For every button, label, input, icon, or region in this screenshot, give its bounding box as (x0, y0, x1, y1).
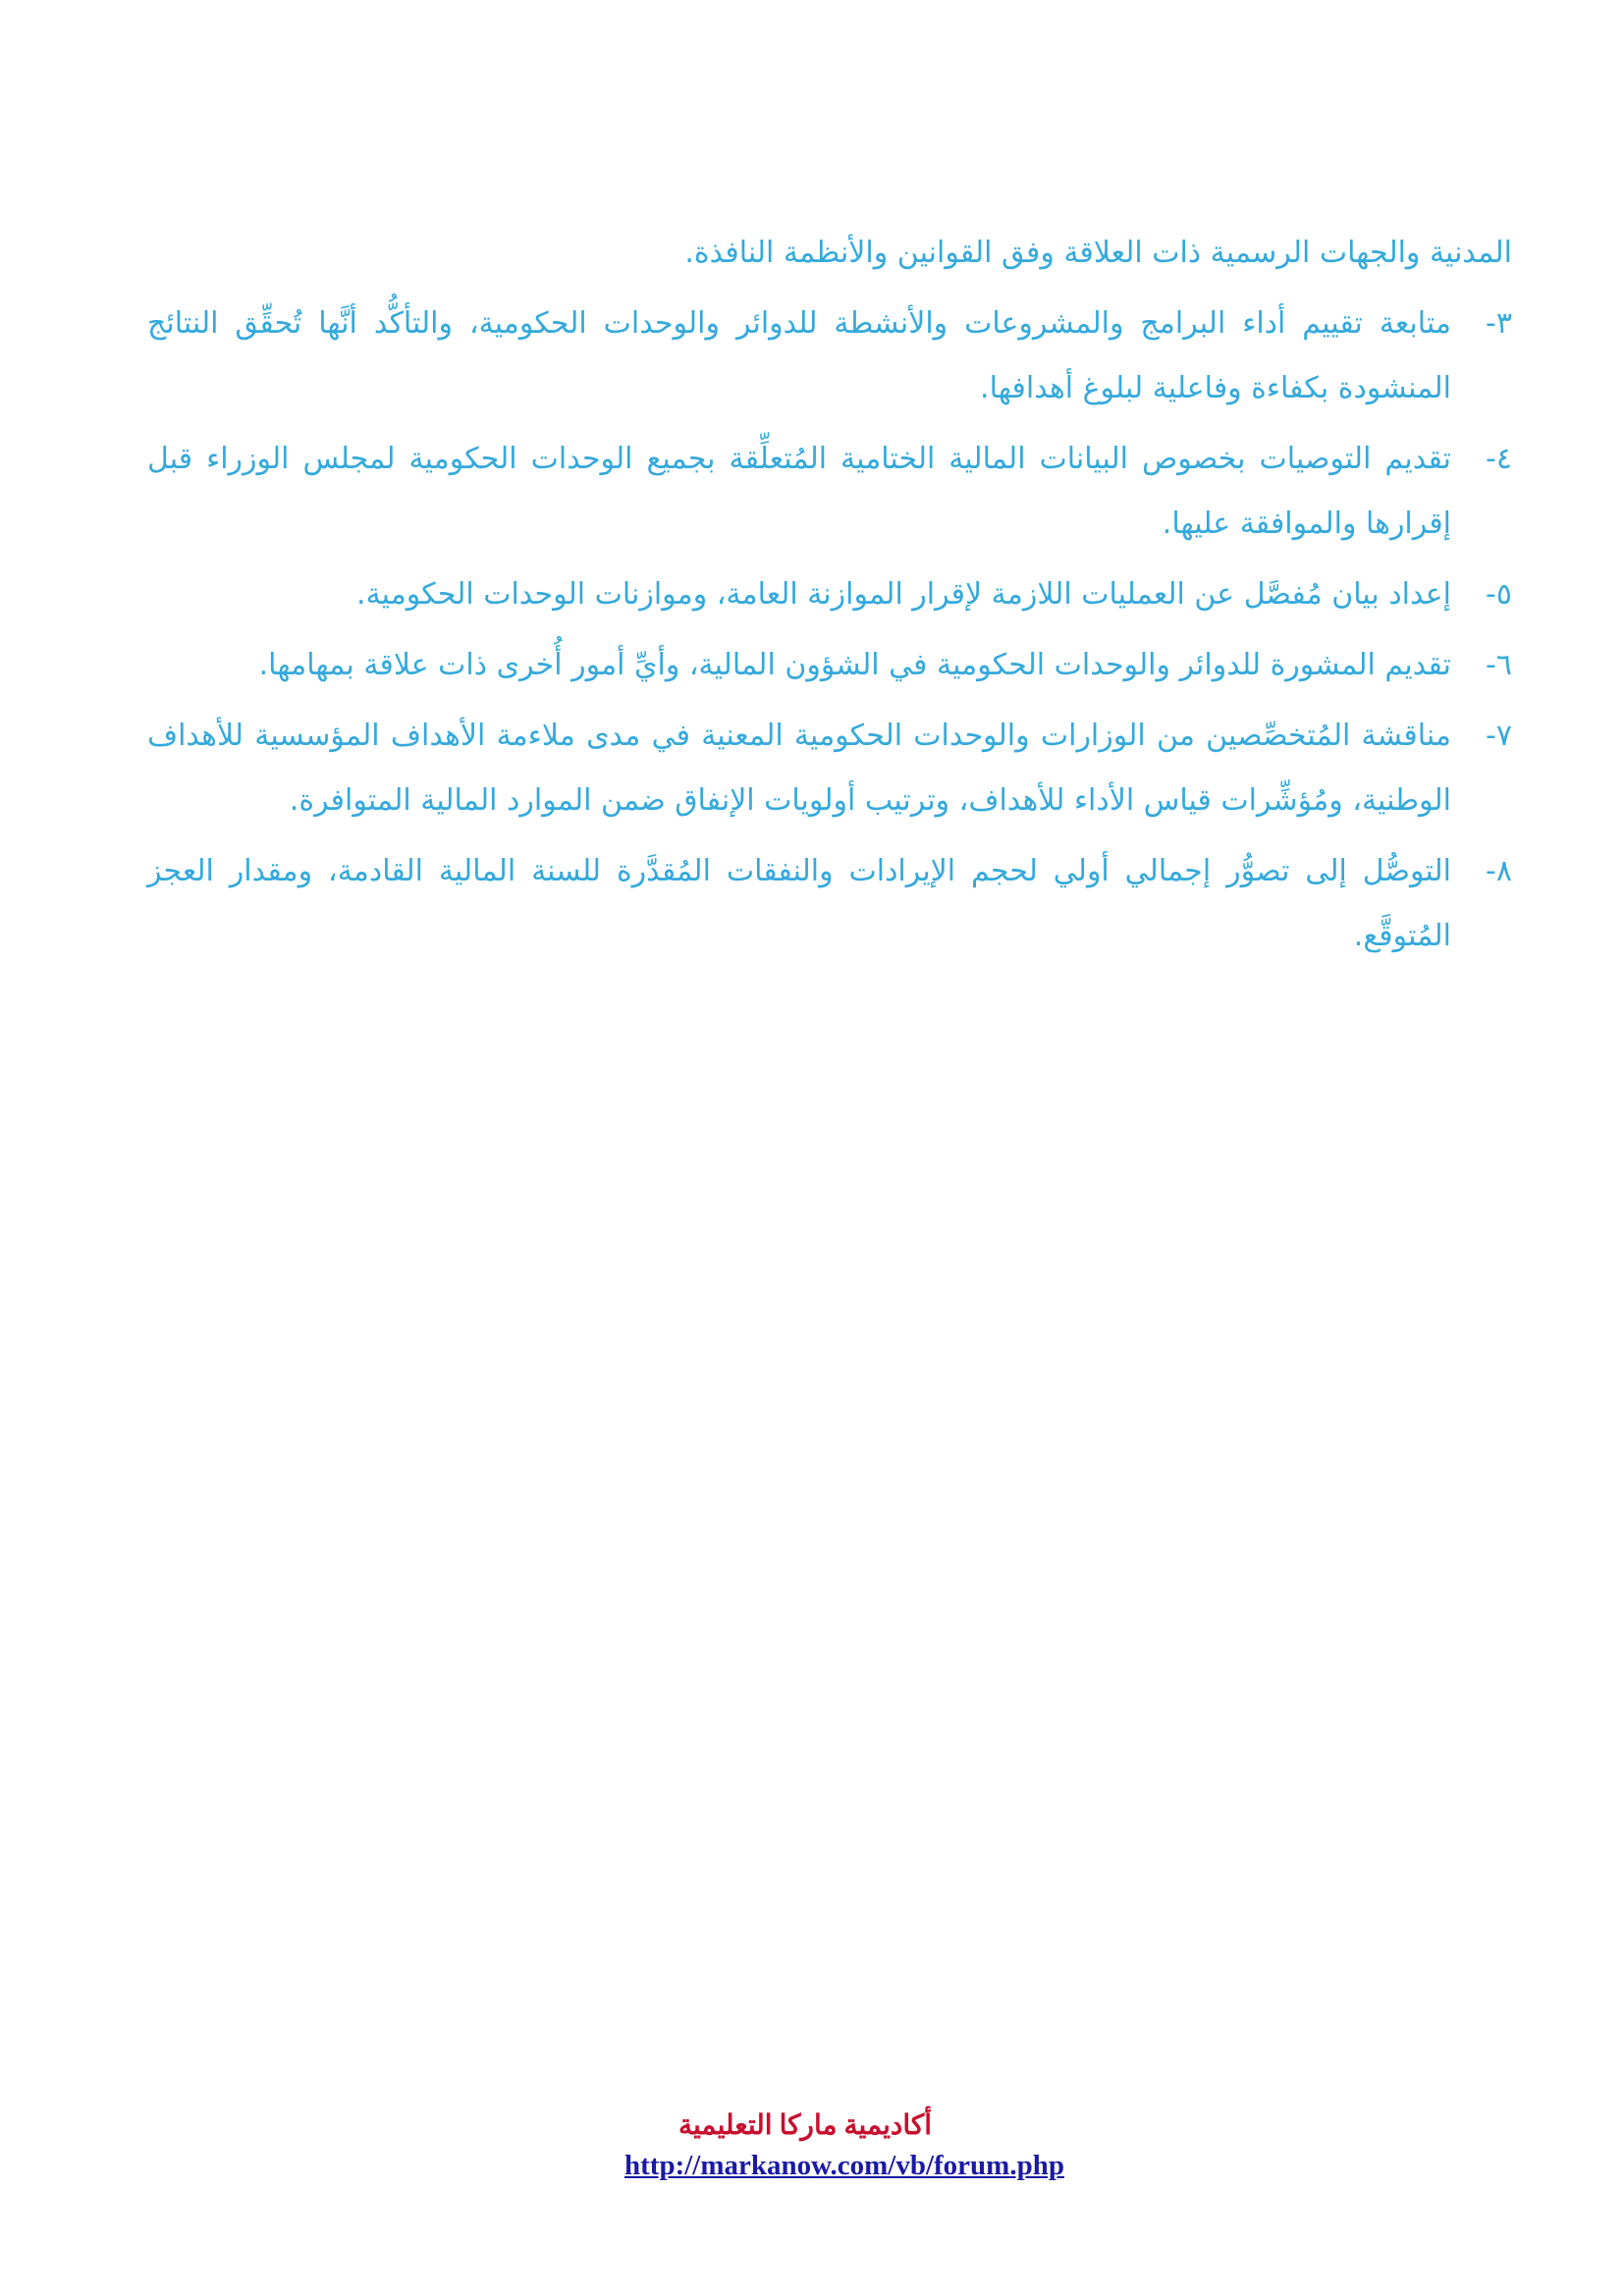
list-item-text: تقديم المشورة للدوائر والوحدات الحكومية في الشؤون المالية، وأيِّ أمور أُخرى ذات علاقة بمهامها. (258, 648, 1451, 682)
list-item (147, 292, 1512, 421)
footer-forum-link[interactable]: http://markanow.com/vb/forum.php (624, 2150, 1064, 2181)
list-item (147, 427, 1512, 557)
list-item-number: ٧- (1486, 719, 1512, 753)
continuation-paragraph: المدنية والجهات الرسمية ذات العلاقة وفق القوانين والأنظمة النافذة. (684, 236, 1512, 270)
list-item (147, 704, 1512, 833)
list-item (147, 633, 1512, 698)
list-item-number: ٦- (1486, 648, 1512, 682)
list-item-text: تقديم التوصيات بخصوص البيانات المالية الختامية المُتعلِّقة بجميع الوحدات الحكومية لمجلس الوزراء قبل إقرارها والموافقة عليها. (147, 442, 1451, 541)
list-item (147, 839, 1512, 969)
footer-academy-name: أكاديمية ماركا التعليمية (677, 2110, 933, 2141)
list-item-number: ٣- (1486, 306, 1512, 341)
list-item-text: متابعة تقييم أداء البرامج والمشروعات والأنشطة للدوائر والوحدات الحكومية، والتأكُّد أنَّها تُحقِّق النتائج المنشودة بكفاءة وفاعلية لبلوغ أهدافها. (147, 306, 1451, 405)
document-body (147, 221, 1512, 975)
list-item-number: ٤- (1486, 442, 1512, 476)
list-item-number: ٥- (1486, 577, 1512, 612)
list-item-text: التوصُّل إلى تصوُّر إجمالي أولي لحجم الإيرادات والنفقات المُقدَّرة للسنة المالية القادمة، ومقدار العجز المُتوقَّع. (147, 854, 1451, 953)
list-item-text: إعداد بيان مُفصَّل عن العمليات اللازمة لإقرار الموازنة العامة، وموازنات الوحدات الحكومية. (356, 577, 1451, 612)
list-item-text: مناقشة المُتخصِّصين من الوزارات والوحدات الحكومية المعنية في مدى ملاءمة الأهداف المؤسسية للأهداف الوطنية، ومُؤشِّرات قياس الأداء للأهداف، وترتيب أولويات الإنفاق ضمن الموارد المالية المتوافرة. (147, 719, 1451, 818)
list-item (147, 562, 1512, 627)
list-item-number: ٨- (1486, 854, 1512, 888)
